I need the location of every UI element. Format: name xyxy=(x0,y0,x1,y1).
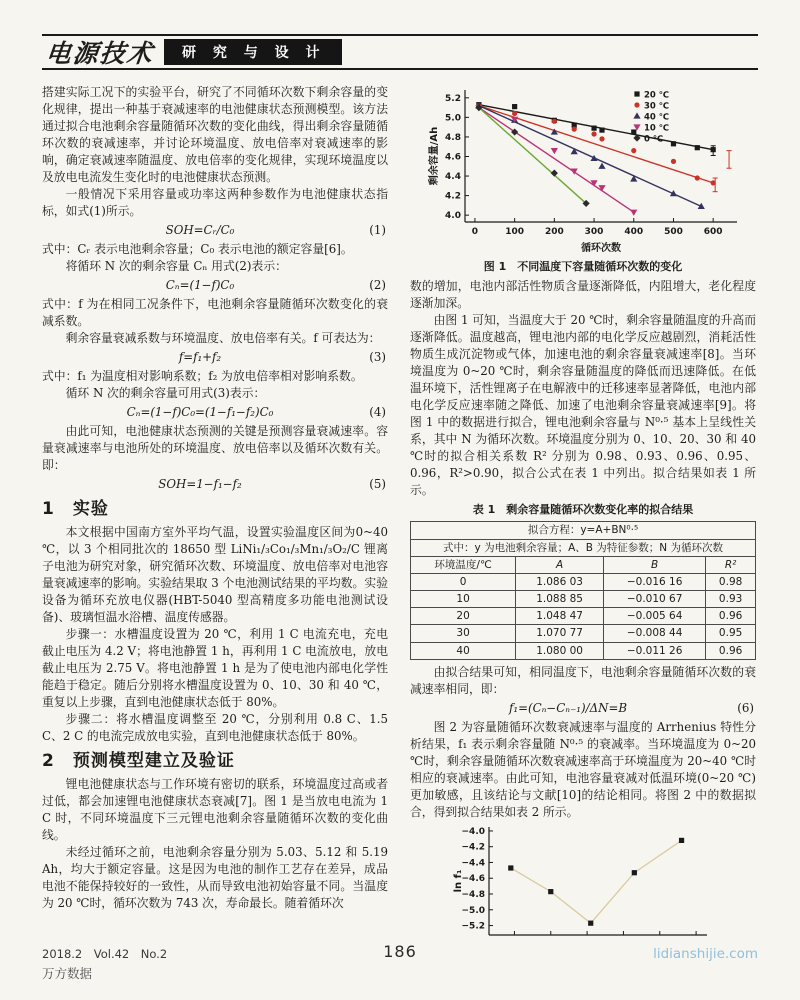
journal-header xyxy=(42,34,758,70)
svg-text:剩余容量/Ah: 剩余容量/Ah xyxy=(429,126,440,186)
table-cell: 环境温度/℃ xyxy=(411,556,516,573)
page-number: 186 xyxy=(383,942,417,961)
equation-5 xyxy=(42,476,388,493)
table-cell: −0.008 44 xyxy=(604,625,706,642)
table-cell: 0 xyxy=(411,573,516,590)
equation-number: (3) xyxy=(369,349,386,364)
equation-body: f=f₁+f₂ xyxy=(178,349,222,364)
equation-body: SOH=Cᵣ/C₀ xyxy=(165,222,235,237)
equation-1 xyxy=(42,222,388,239)
right-column xyxy=(410,84,756,936)
table-cell: 式中：y 为电池剩余容量；A、B 为特征参数；N 为循环次数 xyxy=(411,539,756,556)
table-cell: 0.96 xyxy=(706,642,756,659)
table-cell: 0.93 xyxy=(706,591,756,608)
wanfang-watermark: 万方数据 xyxy=(42,966,93,981)
table-1 xyxy=(410,503,756,660)
table-cell: −0.011 26 xyxy=(604,642,706,659)
svg-text:4.0: 4.0 xyxy=(445,211,461,222)
equation-body: Cₙ=(1−f)C₀ xyxy=(165,277,235,292)
table-cell: A xyxy=(516,556,604,573)
left-column xyxy=(42,84,388,936)
table-cell: 1.088 85 xyxy=(516,591,604,608)
table-cell: R² xyxy=(706,556,756,573)
equation-4 xyxy=(42,404,388,421)
svg-text:4.8: 4.8 xyxy=(445,132,461,143)
equation-number: (4) xyxy=(369,404,386,419)
svg-text:循环次数: 循环次数 xyxy=(581,243,621,254)
svg-text:20 ℃: 20 ℃ xyxy=(644,90,670,101)
svg-text:−4.0: −4.0 xyxy=(461,826,485,837)
table-cell: 1.048 47 xyxy=(516,608,604,625)
paragraph: 步骤一：水槽温度设置为 20 ℃，利用 1 C 电流充电，充电截止电压为 4.2 V；将电池静置 1 h，再利用 1 C 电流放电，放电截止电压为 2.75 V。将电池静置 1 h 是为了使电池内部电化学性能趋于稳定。随后分别将水槽温度设置为 0、10、30 和 40 ℃，重复以上步骤，直到电池健康状态低于 80%。 xyxy=(42,626,388,709)
svg-text:600: 600 xyxy=(703,227,723,237)
equation-2 xyxy=(42,277,388,294)
svg-text:300: 300 xyxy=(584,227,604,237)
section-heading-model: 2 预测模型建立及验证 xyxy=(42,750,235,771)
table-cell: 1.086 03 xyxy=(516,573,604,590)
figure-2-plot xyxy=(410,821,756,936)
paragraph: 式中：f 为在相同工况条件下，电池剩余容量随循环次数变化的衰减系数。 xyxy=(42,296,388,328)
issue-info: 2018.2 Vol.42 No.2 xyxy=(42,947,168,961)
paragraph: 式中：Cᵣ 表示电池剩余容量；C₀ 表示电池的额定容量[6]。 xyxy=(42,241,353,256)
equation-body: SOH=1−f₁−f₂ xyxy=(158,476,242,491)
table-cell: 1.080 00 xyxy=(516,642,604,659)
equation-body: f₁=(Cₙ−Cₙ₋₁)/ΔN=B xyxy=(508,700,627,715)
two-column-body xyxy=(42,84,758,936)
svg-text:0 ℃: 0 ℃ xyxy=(644,134,664,145)
paragraph: 步骤二：将水槽温度调整至 20 ℃，分别利用 0.8 C、1.5 C、2 C 的电流完成放电实验，直到电池健康状态低于 80%。 xyxy=(42,711,388,743)
paragraph: 图 2 为容量随循环次数衰减速率与温度的 Arrhenius 特性分析结果，f₁ 表示剩余容量随 N⁰·⁵ 的衰减率。当环境温度为 0~20 ℃时，剩余容量随循环次数衰减速率高于环境温度为 20~40 ℃时相应的衰减速率。由此可知，电池容量衰减对低温环境(0~20 ℃)更加敏感，且该结论与文献[10]的结论相同。将图 2 中的数据拟合，得到拟合结果如表 2 所示。 xyxy=(410,719,756,819)
website-link[interactable]: lidianshijie.com xyxy=(653,946,758,962)
svg-text:ln f₁: ln f₁ xyxy=(453,869,464,892)
svg-text:−4.4: −4.4 xyxy=(461,858,485,869)
paragraph: 由此可知，电池健康状态预测的关键是预测容量衰减速率。容量衰减速率与电池所处的环境温度、放电倍率以及循环次数有关。即： xyxy=(42,423,388,472)
table-cell: 30 xyxy=(411,625,516,642)
paragraph: 数的增加，电池内部活性物质含量逐渐降低，内阻增大，老化程度逐渐加深。 xyxy=(410,279,756,311)
svg-text:500: 500 xyxy=(664,227,683,237)
table-cell: −0.016 16 xyxy=(604,573,706,590)
svg-text:4.6: 4.6 xyxy=(445,152,461,163)
equation-3 xyxy=(42,349,388,366)
paragraph: 一般情况下采用容量或功率这两种参数作为电池健康状态指标，如式(1)所示。 xyxy=(42,186,388,218)
section-banner: 研 究 与 设 计 xyxy=(164,39,342,65)
svg-text:200: 200 xyxy=(544,227,564,237)
svg-text:−4.2: −4.2 xyxy=(461,842,485,853)
equation-number: (5) xyxy=(369,476,386,491)
table-cell: B xyxy=(604,556,706,573)
paragraph: 由拟合结果可知，相同温度下，电池剩余容量随循环次数的衰减速率相同，即： xyxy=(410,664,756,696)
paragraph: 锂电池健康状态与工作环境有密切的联系，环境温度过高或者过低，都会加速锂电池健康状态衰减[7]。图 1 是当放电电流为 1 C 时，不同环境温度下三元锂电池剩余容量随循环次数的变化曲线。 xyxy=(42,776,388,842)
svg-text:100: 100 xyxy=(505,227,525,237)
paragraph: 剩余容量衰减系数与环境温度、放电倍率有关。f 可表达为： xyxy=(65,330,381,345)
svg-text:0: 0 xyxy=(471,227,479,237)
paragraph: 本文根据中国南方室外平均气温，设置实验温度区间为0~40 ℃，以 3 个相同批次的 18650 型 LiNi₁/₃Co₁/₃Mn₁/₃O₂/C 锂离子电池为研究对象，研究循环次数、环境温度、放电倍率对电池容量衰减速率的影响。实验结果取 3 个电池测试结果的平均数。实验设备为循环充放电仪器(HBT-5040 型高精度多功能电池测试设备)、玻璃恒温水浴槽、温度传感器。 xyxy=(42,524,388,624)
table-cell: 20 xyxy=(411,608,516,625)
equation-body: Cₙ=(1−f)C₀=(1−f₁−f₂)C₀ xyxy=(126,404,274,419)
svg-text:4.2: 4.2 xyxy=(445,191,461,202)
figure-1-plot xyxy=(410,84,756,259)
paragraph: 将循环 N 次的剩余容量 Cₙ 用式(2)表示： xyxy=(65,258,287,273)
figure-1-caption: 图 1 不同温度下容量随循环次数的变化 xyxy=(483,259,683,273)
svg-text:5.0: 5.0 xyxy=(445,113,461,124)
section-heading-experiment: 1 实验 xyxy=(42,498,109,519)
equation-number: (1) xyxy=(369,222,386,237)
svg-text:−4.6: −4.6 xyxy=(461,873,485,884)
table-cell: 0.96 xyxy=(706,608,756,625)
table-cell: 0.95 xyxy=(706,625,756,642)
table-cell: −0.005 64 xyxy=(604,608,706,625)
table-cell: 1.070 77 xyxy=(516,625,604,642)
svg-text:−5.2: −5.2 xyxy=(461,921,485,932)
paragraph: 式中：f₁ 为温度相对影响系数；f₂ 为放电倍率相对影响系数。 xyxy=(42,368,363,383)
table-cell: 拟合方程：y=A+BN⁰·⁵ xyxy=(411,522,756,539)
equation-6 xyxy=(410,700,756,717)
svg-text:40 ℃: 40 ℃ xyxy=(644,112,670,123)
figure-1 xyxy=(410,84,756,274)
equation-number: (6) xyxy=(737,700,754,715)
svg-text:5.2: 5.2 xyxy=(445,93,461,104)
fit-results-table xyxy=(410,521,756,659)
svg-text:4.4: 4.4 xyxy=(445,172,461,183)
svg-text:10 ℃: 10 ℃ xyxy=(644,123,670,134)
paragraph: 循环 N 次的剩余容量可用式(3)表示： xyxy=(65,385,266,400)
table-cell: 0.98 xyxy=(706,573,756,590)
journal-logo: 电源技术 xyxy=(44,39,156,68)
figure-2 xyxy=(410,821,756,936)
svg-text:−5.0: −5.0 xyxy=(461,905,485,916)
paragraph: 由图 1 可知，当温度大于 20 ℃时，剩余容量随温度的升高而逐渐降低。温度越高，锂电池内部的电化学反应越剧烈，消耗活性物质生成沉淀物或气体，加速电池的剩余容量衰减速率[8]。当环境温度为 0~20 ℃时，剩余容量随温度的降低而迅速降低。在低温环境下，活性锂离子在电解液中的迁移速率显著降低，电池内部电化学反应速率随之降低、加速了电池剩余容量衰减速率[9]。将图 1 中的数据进行拟合，锂电池剩余容量与 N⁰·⁵ 基本上呈线性关系，其中 N 为循环次数。环境温度分别为 0、10、20、30 和 40 ℃时的拟合相关系数 R² 分别为 0.98、0.93、0.96、0.95、0.96，R²>0.90，拟合公式在表 1 中列出。拟合结果如表 1 所示。 xyxy=(410,313,756,498)
svg-text:400: 400 xyxy=(624,227,644,237)
table-cell: 10 xyxy=(411,591,516,608)
table-cell: 40 xyxy=(411,642,516,659)
table-1-caption: 表 1 剩余容量随循环次数变化率的拟合结果 xyxy=(472,503,694,517)
svg-text:−4.8: −4.8 xyxy=(461,889,485,900)
table-cell: −0.010 67 xyxy=(604,591,706,608)
paragraph: 搭建实际工况下的实验平台，研究了不同循环次数下剩余容量的变化规律，提出一种基于衰减速率的电池健康状态预测模型。该方法通过拟合电池剩余容量随循环次数的变化曲线，得出剩余容量随循环次数的衰减速率，并讨论环境温度、放电倍率对衰减速率的影响，确定衰减速率随温度、放电倍率的变化规律，实现环境温度以及放电电流发生变化时的电池健康状态预测。 xyxy=(42,85,388,184)
equation-number: (2) xyxy=(369,277,386,292)
paragraph: 未经过循环之前，电池剩余容量分别为 5.03、5.12 和 5.19 Ah，均大于额定容量。这是因为电池的制作工艺存在差异，成品电池不能保持较好的一致性，从而导致电池初始容量不同。当温度为 20 ℃时，循环次数为 743 次，寿命最长。随着循环次 xyxy=(42,844,388,910)
svg-text:30 ℃: 30 ℃ xyxy=(644,101,670,112)
page-footer xyxy=(42,942,758,986)
